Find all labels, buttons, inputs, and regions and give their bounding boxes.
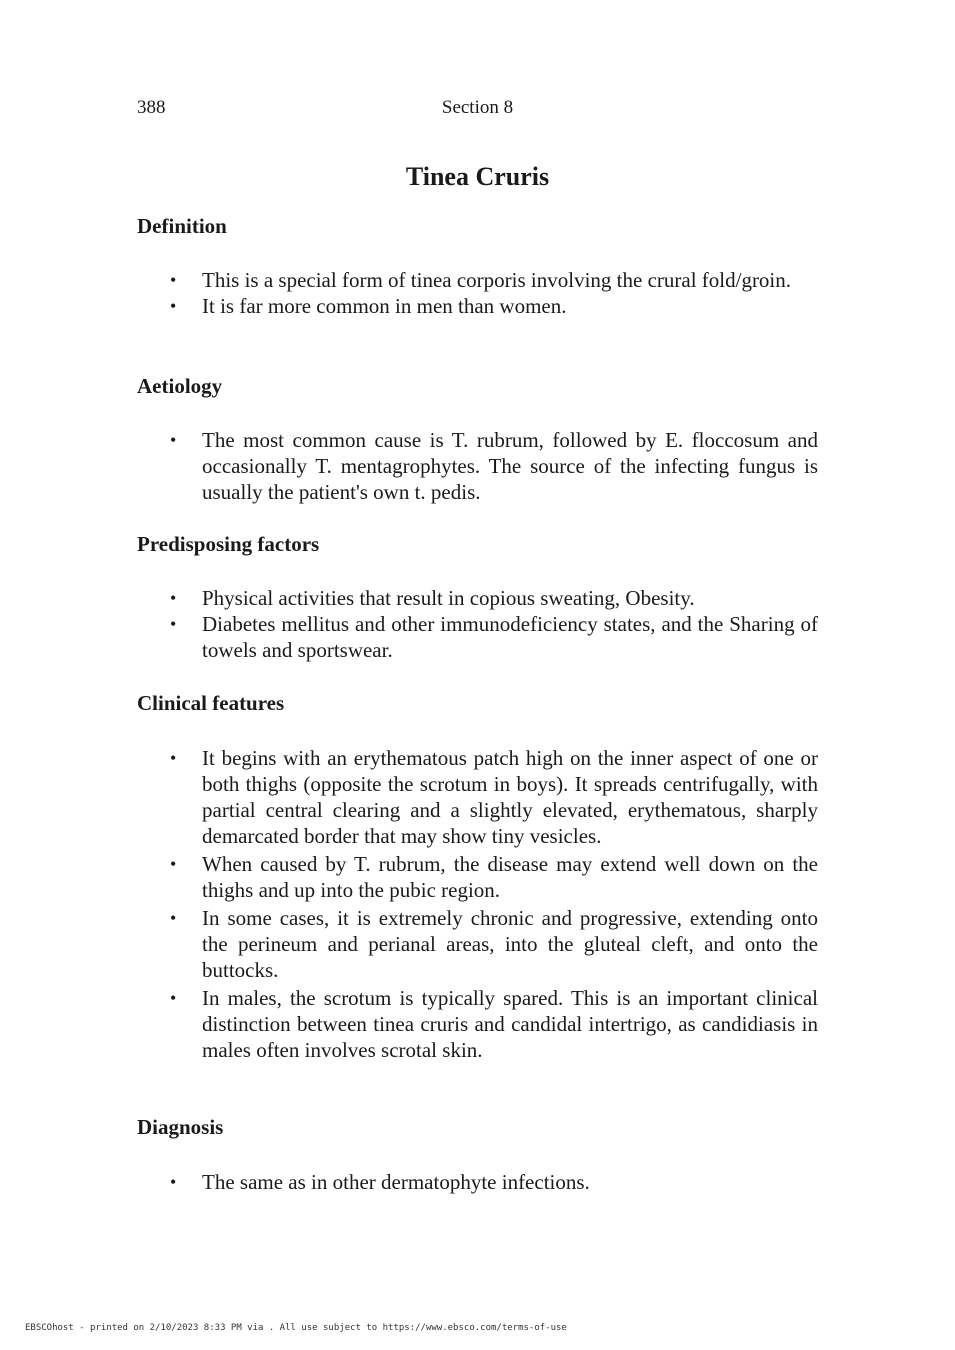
list-item: [170, 1169, 818, 1195]
list-item: [170, 985, 818, 1063]
bullet-list-diagnosis: [170, 1169, 818, 1195]
bullet-icon: •: [170, 270, 177, 290]
list-item-text: When caused by T. rubrum, the disease may extend well down on the thighs and up into the pubic region.: [202, 852, 818, 902]
list-item: [170, 293, 818, 319]
section-heading-clinical-features: Clinical features: [137, 691, 285, 715]
bullet-icon: •: [170, 854, 177, 874]
list-item-text: In males, the scrotum is typically spared. This is an important clinical distinction between tinea cruris and candidal intertrigo, as candidiasis in males often involves scrotal skin.: [202, 986, 818, 1062]
bullet-icon: •: [170, 748, 177, 768]
section-heading-aetiology: Aetiology: [137, 374, 223, 398]
list-item-text: The most common cause is T. rubrum, followed by E. floccosum and occasionally T. mentagrophytes. The source of the infecting fungus is usually the patient's own t. pedis.: [202, 428, 818, 504]
list-item: [170, 267, 818, 293]
bullet-icon: •: [170, 614, 177, 634]
bullet-list-predisposing-factors: [170, 585, 818, 663]
running-head: Section 8: [441, 97, 514, 118]
bullet-list-aetiology: [170, 427, 818, 505]
bullet-icon: •: [170, 588, 177, 608]
page-title: Tinea Cruris: [405, 162, 550, 191]
list-item-text: It begins with an erythematous patch high on the inner aspect of one or both thighs (opposite the scrotum in boys). It spreads centrifugally, with partial central clearing and a slightly elevated, erythematous, sharply demarcated border that may show tiny vesicles.: [202, 746, 818, 848]
list-item-text: Physical activities that result in copious sweating, Obesity.: [202, 586, 695, 610]
section-heading-diagnosis: Diagnosis: [137, 1115, 224, 1139]
section-heading-predisposing-factors: Predisposing factors: [137, 532, 320, 556]
list-item: [170, 851, 818, 903]
list-item-text: It is far more common in men than women.: [202, 294, 567, 318]
bullet-icon: •: [170, 988, 177, 1008]
page-number: 388: [137, 97, 166, 118]
list-item-text: In some cases, it is extremely chronic and progressive, extending onto the perineum and perianal areas, into the gluteal cleft, and onto the buttocks.: [202, 906, 818, 982]
list-item-text: The same as in other dermatophyte infections.: [202, 1170, 590, 1194]
list-item: [170, 585, 818, 611]
bullet-icon: •: [170, 1172, 177, 1192]
bullet-icon: •: [170, 908, 177, 928]
list-item-text: This is a special form of tinea corporis involving the crural fold/groin.: [202, 268, 792, 292]
list-item: [170, 745, 818, 849]
list-item-text: Diabetes mellitus and other immunodeficiency states, and the Sharing of towels and sportswear.: [202, 612, 818, 662]
bullet-icon: •: [170, 430, 177, 450]
list-item: [170, 905, 818, 983]
bullet-list-clinical-features: [170, 745, 818, 1063]
list-item: [170, 611, 818, 663]
section-heading-definition: Definition: [137, 214, 227, 238]
bullet-list-definition: [170, 267, 818, 319]
list-item: [170, 427, 818, 505]
print-footer: EBSCOhost - printed on 2/10/2023 8:33 PM via . All use subject to https://www.ebsco.com/terms-of-use: [25, 1323, 567, 1333]
bullet-icon: •: [170, 296, 177, 316]
